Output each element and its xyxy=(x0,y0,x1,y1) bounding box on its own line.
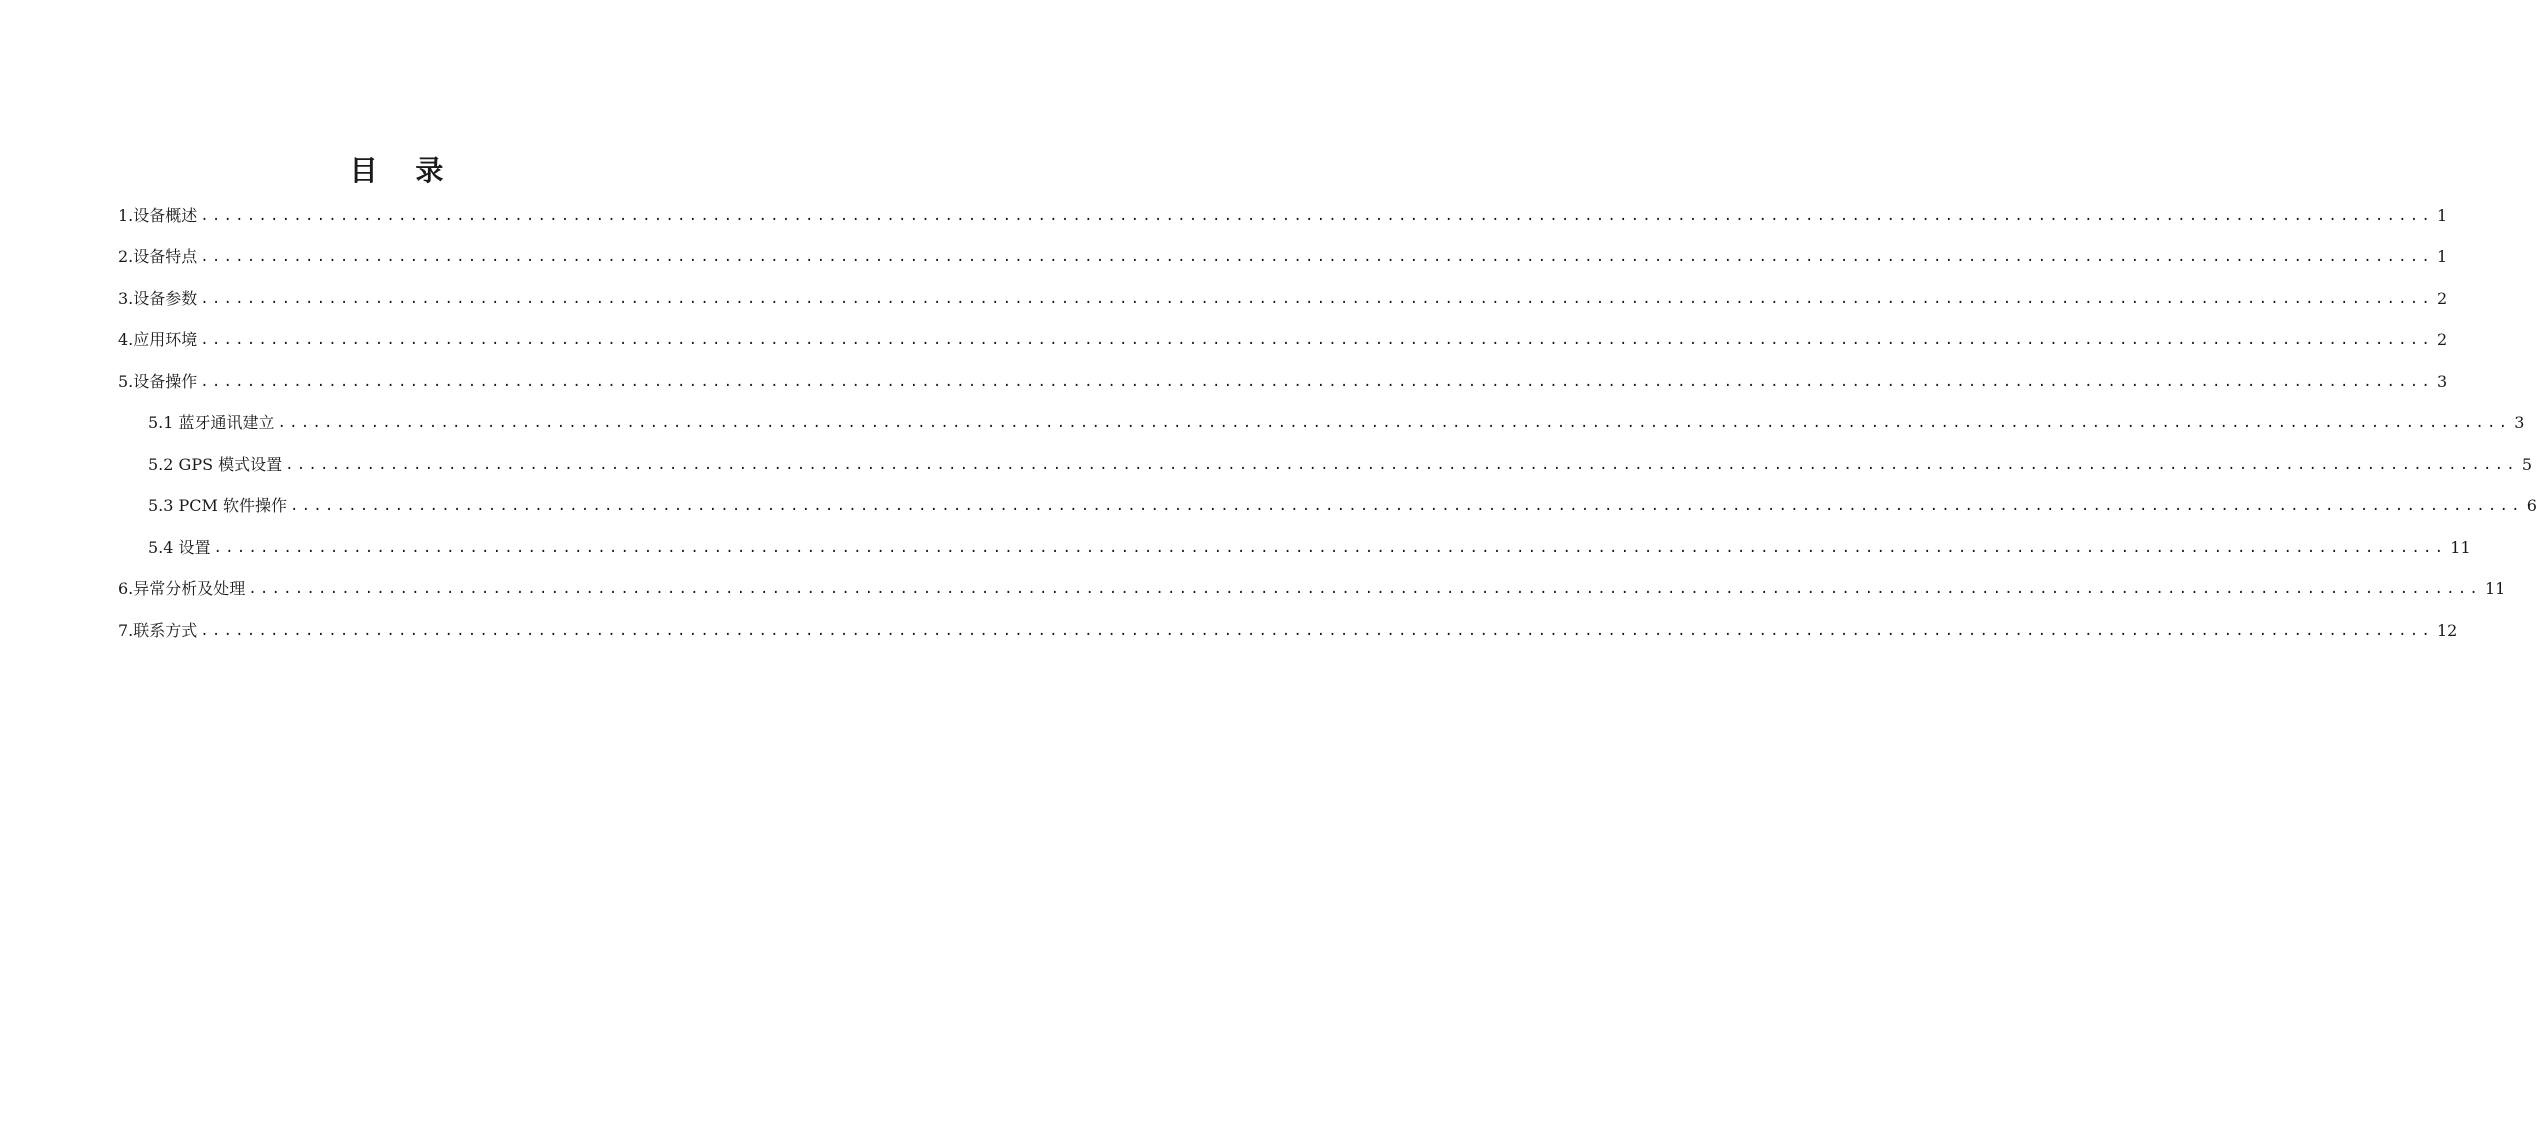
toc-entry-leader: ................................................................................................................................................................................................ xyxy=(213,539,2447,556)
toc-subentry[interactable] xyxy=(118,443,2533,485)
toc-entry-label: 1.设备概述 xyxy=(118,205,198,225)
toc-entry-label: 5.1 蓝牙通讯建立 xyxy=(148,413,275,432)
toc-entry-leader: ................................................................................................................................................................................................ xyxy=(285,456,2518,473)
toc-entry-page-number: 1 xyxy=(2437,247,2448,266)
toc-entry-leader: ................................................................................................................................................................................................ xyxy=(277,415,2511,431)
toc-entry-leader: ................................................................................................................................................................................................ xyxy=(200,622,2433,639)
toc-entry-page-number: 11 xyxy=(2450,537,2471,557)
toc-entry-page-number: 11 xyxy=(2485,579,2506,598)
toc-entry-label: 3.设备参数 xyxy=(118,288,198,308)
toc-entry-label: 5.2 GPS 模式设置 xyxy=(148,454,283,474)
toc-entry-page-number: 2 xyxy=(2437,330,2448,349)
toc-subentry[interactable] xyxy=(118,402,2525,444)
toc-entry-leader: ................................................................................................................................................................................................ xyxy=(200,207,2433,224)
toc-entry-page-number: 2 xyxy=(2437,288,2448,308)
toc-entry-page-number: 5 xyxy=(2521,454,2533,474)
toc-entry-label: 5.3 PCM 软件操作 xyxy=(148,496,288,515)
toc-list xyxy=(118,194,2537,651)
toc-title: 目 录 xyxy=(349,154,458,187)
toc-entry-page-number: 12 xyxy=(2437,620,2458,640)
toc-entry-leader: ................................................................................................................................................................................................ xyxy=(200,373,2433,390)
toc-entry-label: 2.设备特点 xyxy=(118,247,198,266)
toc-entry-leader: ................................................................................................................................................................................................ xyxy=(290,498,2523,514)
toc-subentry[interactable] xyxy=(118,485,2537,527)
toc-entry-label: 6.异常分析及处理 xyxy=(118,579,246,598)
toc-entry-page-number: 3 xyxy=(2514,413,2525,432)
toc-entry-leader: ................................................................................................................................................................................................ xyxy=(200,290,2433,307)
toc-entry-leader: ................................................................................................................................................................................................ xyxy=(248,581,2481,597)
toc-entry[interactable] xyxy=(118,277,2448,319)
toc-entry-label: 4.应用环境 xyxy=(118,330,198,349)
toc-entry-leader: ................................................................................................................................................................................................ xyxy=(200,249,2433,265)
toc-entry-page-number: 1 xyxy=(2437,205,2448,225)
toc-entry[interactable] xyxy=(118,194,2448,236)
toc-entry[interactable] xyxy=(118,609,2458,651)
toc-entry-leader: ................................................................................................................................................................................................ xyxy=(200,332,2433,348)
toc-entry-page-number: 3 xyxy=(2437,371,2448,391)
toc-entry[interactable] xyxy=(118,568,2506,610)
toc-entry[interactable] xyxy=(118,319,2448,361)
toc-subentry[interactable] xyxy=(118,526,2471,568)
toc-entry-page-number: 6 xyxy=(2526,496,2537,515)
toc-entry-label: 7.联系方式 xyxy=(118,620,198,640)
toc-entry-label: 5.设备操作 xyxy=(118,371,198,391)
toc-entry[interactable] xyxy=(118,236,2448,278)
toc-entry-label: 5.4 设置 xyxy=(148,537,211,557)
toc-entry[interactable] xyxy=(118,360,2448,402)
